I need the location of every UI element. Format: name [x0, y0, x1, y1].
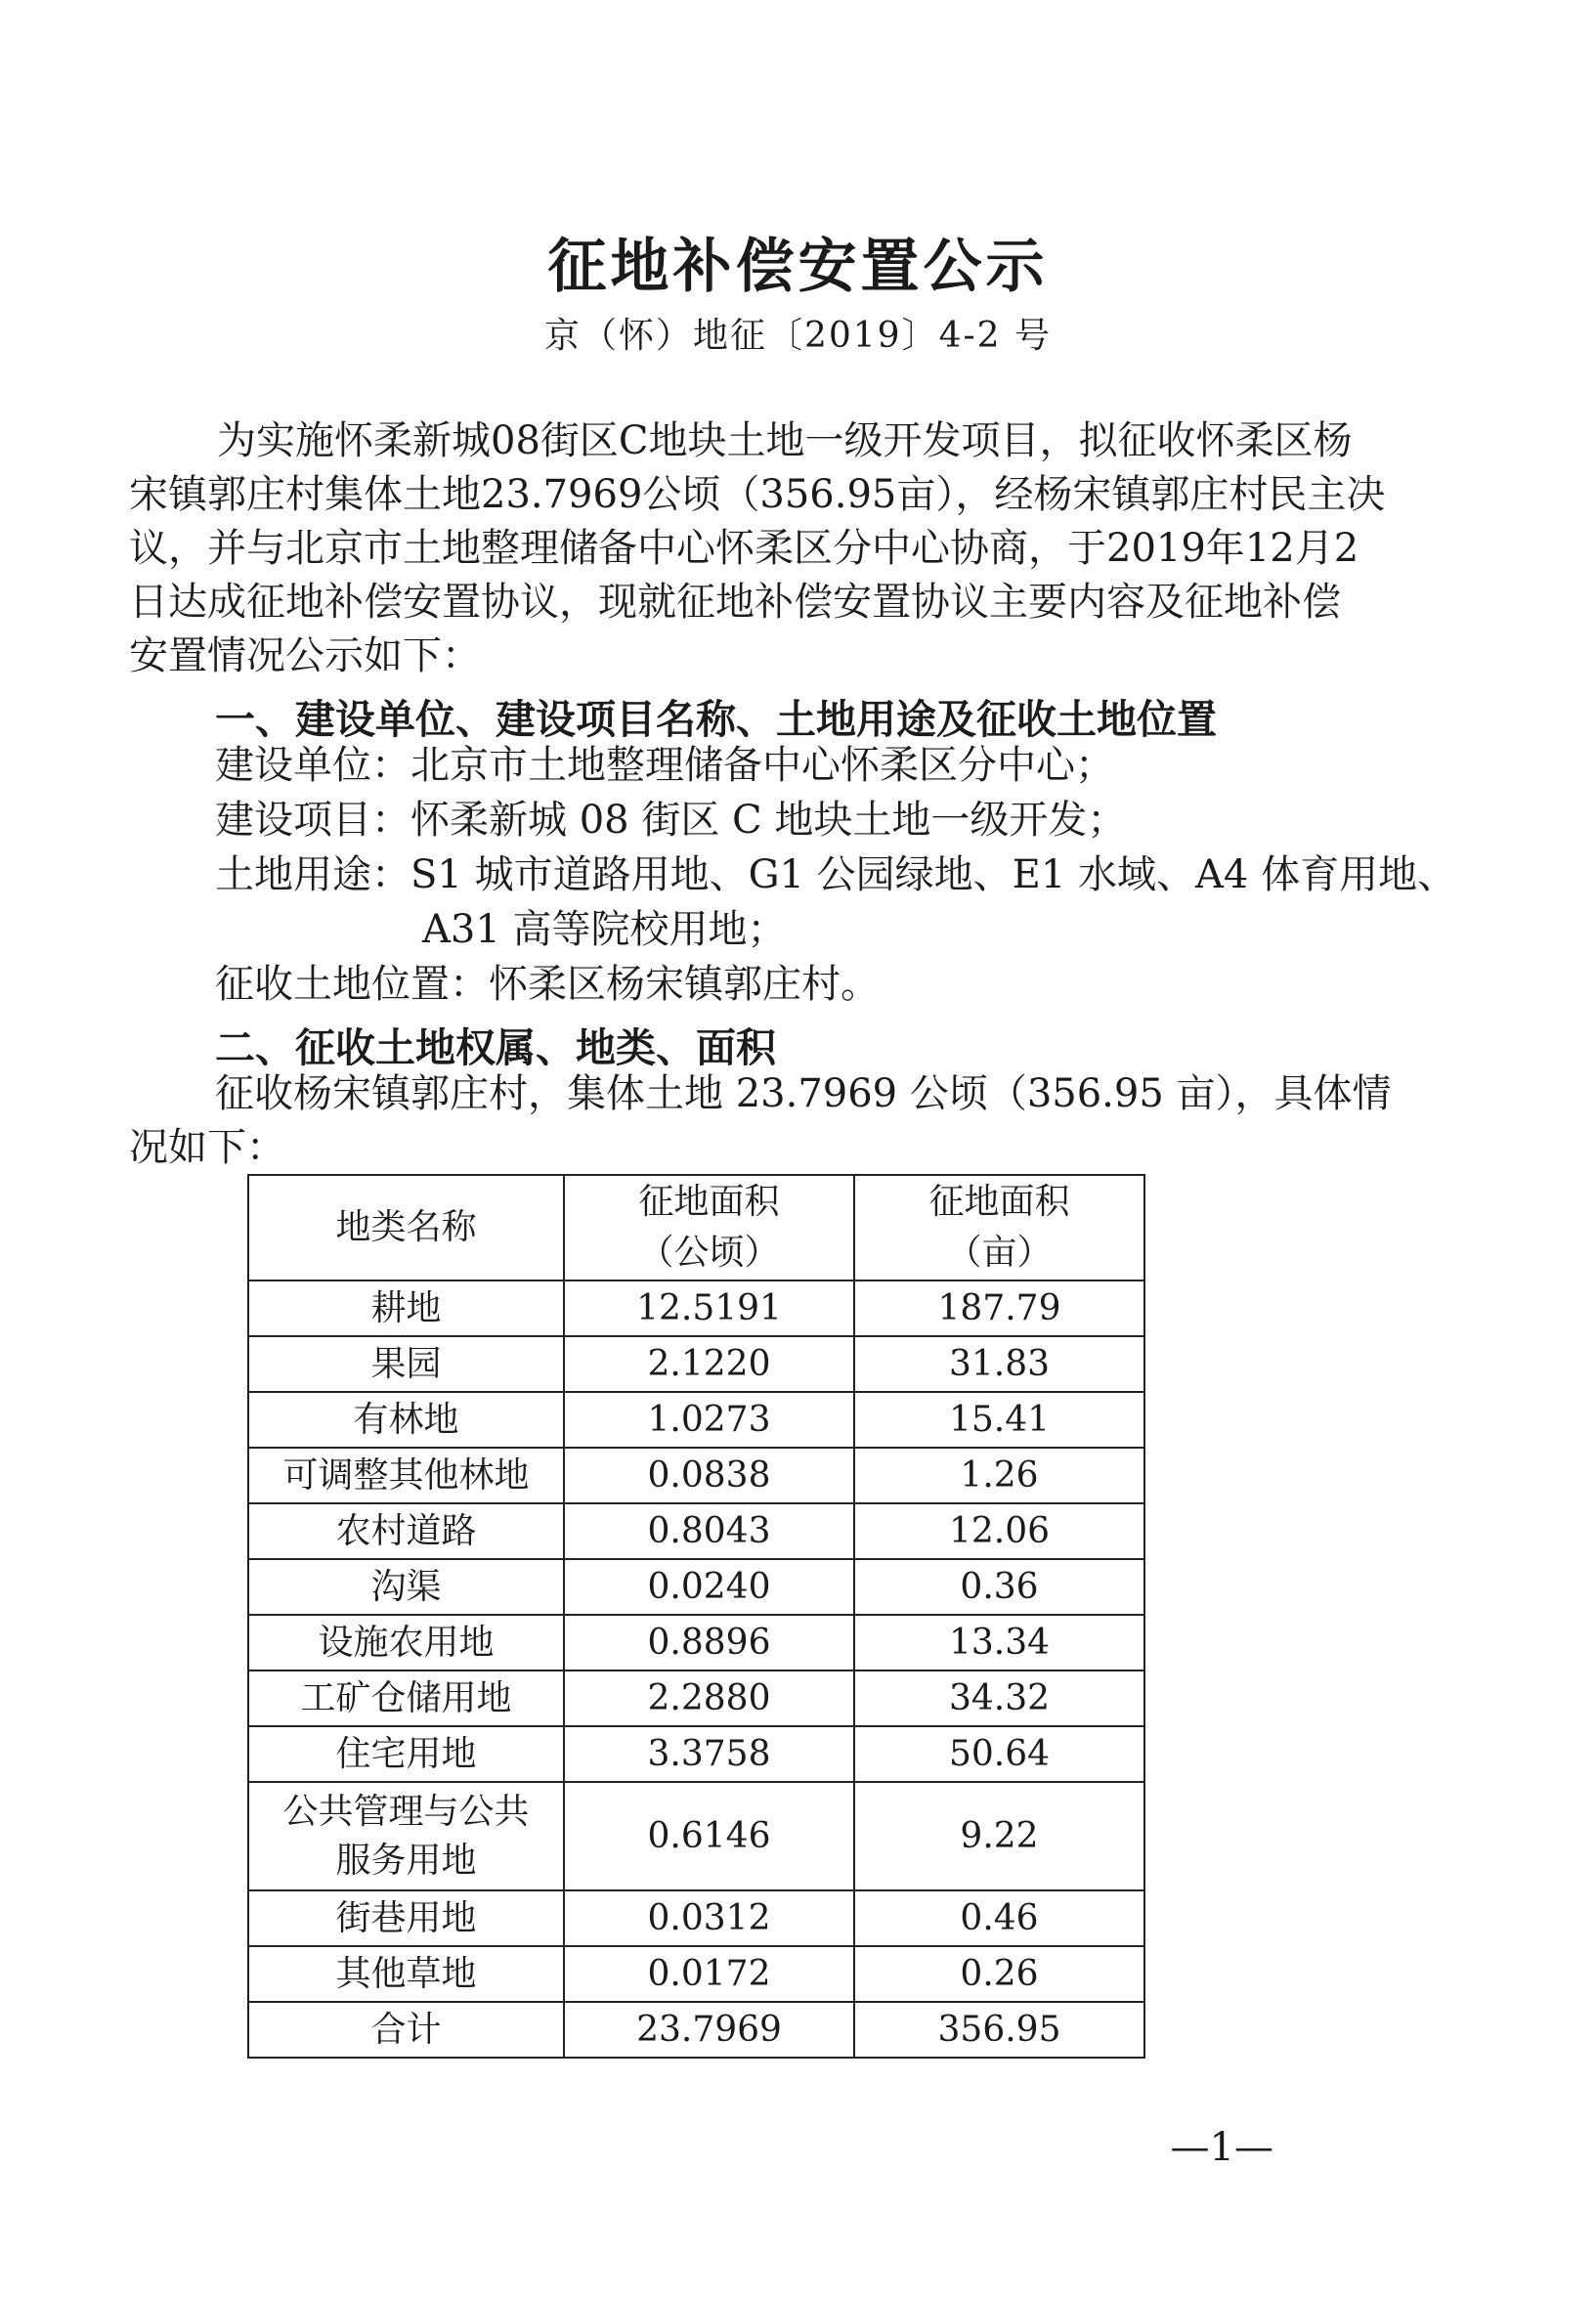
cell-area-mu: 187.79: [854, 1280, 1144, 1336]
header-area-mu-line2: （亩）: [946, 1233, 1053, 1273]
table-row: [248, 1559, 1144, 1615]
cell-area-hectare: 0.8896: [564, 1615, 854, 1671]
header-area-hectare: [564, 1175, 854, 1280]
cell-land-type: 其他草地: [248, 1946, 564, 2002]
table-row: [248, 1448, 1144, 1503]
cell-land-type-line2: 服务用地: [335, 1840, 477, 1881]
cell-total-mu: 356.95: [854, 2002, 1144, 2058]
cell-land-type: 有林地: [248, 1392, 564, 1448]
cell-area-mu: 0.46: [854, 1890, 1144, 1946]
intro-line-3: 议，并与北京市土地整理储备中心怀柔区分中心协商，于2019年12月2: [129, 526, 1359, 571]
cell-area-hectare: 1.0273: [564, 1392, 854, 1448]
cell-area-mu: 1.26: [854, 1448, 1144, 1503]
header-area-hectare-line1: 征地面积: [638, 1182, 780, 1222]
cell-land-type: 果园: [248, 1336, 564, 1392]
intro-line-4: 日达成征地补偿安置协议，现就征地补偿安置协议主要内容及征地补偿: [129, 580, 1341, 625]
section-2-line-1: 征收杨宋镇郭庄村，集体土地 23.7969 公顷（356.95 亩），具体情: [215, 1071, 1392, 1116]
table-row: [248, 1280, 1144, 1336]
cell-area-hectare: 3.3758: [564, 1726, 854, 1782]
cell-land-type: 农村道路: [248, 1503, 564, 1559]
table-row: [248, 1392, 1144, 1448]
cell-area-hectare: 0.0312: [564, 1890, 854, 1946]
land-area-table: [247, 1174, 1145, 2059]
cell-land-type: 耕地: [248, 1280, 564, 1336]
cell-land-type: 工矿仓储用地: [248, 1671, 564, 1726]
header-area-mu-line1: 征地面积: [928, 1182, 1070, 1222]
cell-area-hectare: 0.0172: [564, 1946, 854, 2002]
intro-line-1: 为实施怀柔新城08街区C地块土地一级开发项目，拟征收怀柔区杨: [217, 418, 1353, 463]
land-use-line-1: 土地用途：S1 城市道路用地、G1 公园绿地、E1 水域、A4 体育用地、: [215, 852, 1457, 897]
cell-area-hectare: 0.0240: [564, 1559, 854, 1615]
land-location: 征收土地位置：怀柔区杨宋镇郭庄村。: [215, 962, 880, 1007]
cell-land-type: [248, 1782, 564, 1890]
cell-land-type: 沟渠: [248, 1559, 564, 1615]
cell-area-hectare: 2.2880: [564, 1671, 854, 1726]
cell-area-mu: 34.32: [854, 1671, 1144, 1726]
table-total-row: [248, 2002, 1144, 2058]
cell-total-label: 合计: [248, 2002, 564, 2058]
cell-area-mu: 15.41: [854, 1392, 1144, 1448]
cell-area-hectare: 0.8043: [564, 1503, 854, 1559]
construction-project: 建设项目：怀柔新城 08 街区 C 地块土地一级开发；: [215, 798, 1127, 843]
cell-land-type: 住宅用地: [248, 1726, 564, 1782]
cell-area-hectare: 0.6146: [564, 1782, 854, 1890]
table-row: [248, 1890, 1144, 1946]
cell-land-type: 街巷用地: [248, 1890, 564, 1946]
section-1-heading: 一、建设单位、建设项目名称、土地用途及征收土地位置: [215, 696, 1217, 743]
page-number: —1—: [1170, 2125, 1273, 2170]
section-2-heading: 二、征收土地权属、地类、面积: [215, 1024, 776, 1071]
table-row: [248, 1615, 1144, 1671]
header-area-mu: [854, 1175, 1144, 1280]
table-row: [248, 1671, 1144, 1726]
cell-area-mu: 13.34: [854, 1615, 1144, 1671]
cell-total-hectare: 23.7969: [564, 2002, 854, 2058]
land-use-line-2: A31 高等院校用地；: [422, 907, 787, 952]
cell-area-mu: 0.26: [854, 1946, 1144, 2002]
construction-unit: 建设单位：北京市土地整理储备中心怀柔区分中心；: [215, 743, 1114, 788]
table-row: [248, 1336, 1144, 1392]
intro-line-5: 安置情况公示如下：: [129, 633, 481, 678]
cell-area-hectare: 0.0838: [564, 1448, 854, 1503]
cell-area-hectare: 12.5191: [564, 1280, 854, 1336]
table-row: [248, 1782, 1144, 1890]
header-land-type: 地类名称: [248, 1175, 564, 1280]
cell-area-mu: 50.64: [854, 1726, 1144, 1782]
cell-area-hectare: 2.1220: [564, 1336, 854, 1392]
cell-area-mu: 31.83: [854, 1336, 1144, 1392]
table-header-row: [248, 1175, 1144, 1280]
cell-area-mu: 9.22: [854, 1782, 1144, 1890]
document-title: 征地补偿安置公示: [547, 233, 1049, 301]
cell-area-mu: 0.36: [854, 1559, 1144, 1615]
table-row: [248, 1946, 1144, 2002]
cell-land-type-line1: 公共管理与公共: [282, 1791, 530, 1832]
table-row: [248, 1503, 1144, 1559]
intro-line-2: 宋镇郭庄村集体土地23.7969公顷（356.95亩），经杨宋镇郭庄村民主决: [129, 472, 1386, 517]
header-area-hectare-line2: （公顷）: [638, 1233, 780, 1273]
section-2-line-2: 况如下：: [129, 1125, 285, 1170]
document-number: 京（怀）地征〔2019〕4-2 号: [543, 316, 1053, 356]
cell-land-type: 可调整其他林地: [248, 1448, 564, 1503]
cell-land-type: 设施农用地: [248, 1615, 564, 1671]
table-row: [248, 1726, 1144, 1782]
cell-area-mu: 12.06: [854, 1503, 1144, 1559]
